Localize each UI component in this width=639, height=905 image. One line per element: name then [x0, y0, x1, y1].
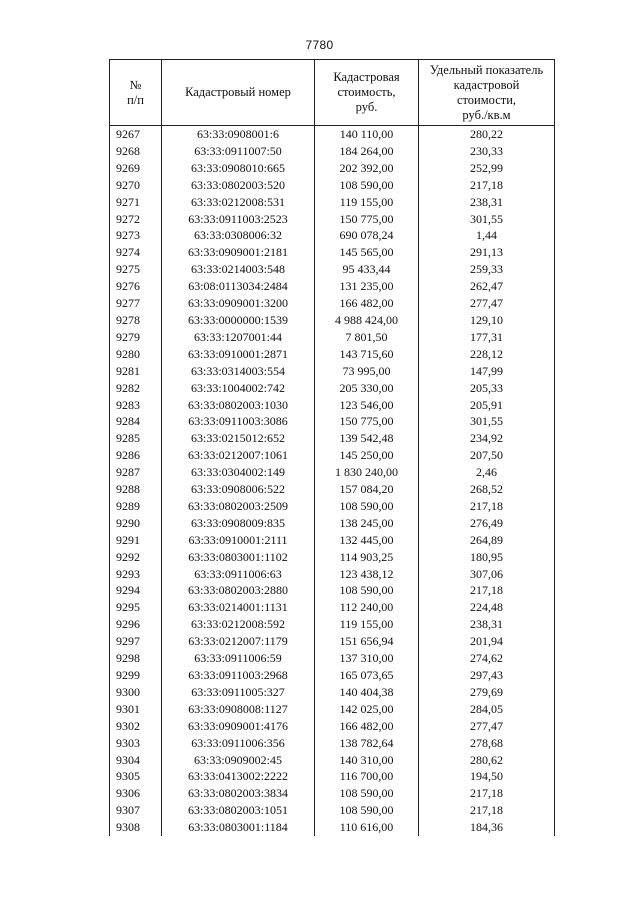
specific-value-cell: 264,89 — [419, 532, 555, 549]
cadastral-number-cell: 63:33:0909001:2181 — [162, 244, 315, 261]
table-row — [110, 667, 555, 684]
cadastral-number-cell: 63:33:0909001:3200 — [162, 295, 315, 312]
cadastral-number-cell: 63:33:0911005:327 — [162, 684, 315, 701]
row-number: 9298 — [110, 650, 162, 667]
specific-value-cell: 238,31 — [419, 194, 555, 211]
table-row — [110, 329, 555, 346]
table-row — [110, 802, 555, 819]
specific-value-cell: 268,52 — [419, 481, 555, 498]
cadastral-number-cell: 63:33:0911006:356 — [162, 735, 315, 752]
cadastral-number-cell: 63:33:0908010:665 — [162, 160, 315, 177]
table-body — [110, 126, 555, 837]
specific-value-cell: 194,50 — [419, 768, 555, 785]
specific-value-cell: 280,22 — [419, 126, 555, 143]
table-row — [110, 633, 555, 650]
cadastral-value-cell: 157 084,20 — [315, 481, 419, 498]
row-number: 9284 — [110, 413, 162, 430]
cadastral-value-cell: 119 155,00 — [315, 616, 419, 633]
table-row — [110, 295, 555, 312]
cadastral-value-cell: 108 590,00 — [315, 498, 419, 515]
table-header — [110, 60, 555, 126]
cadastral-number-cell: 63:33:0802003:3834 — [162, 785, 315, 802]
cadastral-number-cell: 63:33:0911003:2968 — [162, 667, 315, 684]
cadastral-value-cell: 140 110,00 — [315, 126, 419, 143]
table-row — [110, 481, 555, 498]
cadastral-value-cell: 145 565,00 — [315, 244, 419, 261]
cadastral-value-cell: 166 482,00 — [315, 718, 419, 735]
cadastral-number-cell: 63:33:0413002:2222 — [162, 768, 315, 785]
header-text-line: п/п — [127, 92, 144, 107]
specific-value-cell: 259,33 — [419, 261, 555, 278]
specific-value-cell: 217,18 — [419, 498, 555, 515]
specific-value-cell: 274,62 — [419, 650, 555, 667]
cadastral-value-cell: 690 078,24 — [315, 227, 419, 244]
row-number: 9296 — [110, 616, 162, 633]
row-number: 9279 — [110, 329, 162, 346]
table-row — [110, 498, 555, 515]
row-number: 9307 — [110, 802, 162, 819]
cadastral-value-cell: 145 250,00 — [315, 447, 419, 464]
cadastral-value-cell: 131 235,00 — [315, 278, 419, 295]
cadastral-number-cell: 63:33:1207001:44 — [162, 329, 315, 346]
row-number: 9269 — [110, 160, 162, 177]
table-row — [110, 819, 555, 836]
cadastral-value-cell: 1 830 240,00 — [315, 464, 419, 481]
row-number: 9276 — [110, 278, 162, 295]
cadastral-value-cell: 184 264,00 — [315, 143, 419, 160]
specific-value-cell: 177,31 — [419, 329, 555, 346]
specific-value-cell: 262,47 — [419, 278, 555, 295]
table-row — [110, 312, 555, 329]
cadastral-value-cell: 110 616,00 — [315, 819, 419, 836]
cadastral-number-cell: 63:33:0212007:1179 — [162, 633, 315, 650]
table-row — [110, 244, 555, 261]
specific-value-cell: 217,18 — [419, 802, 555, 819]
cadastral-value-cell: 150 775,00 — [315, 211, 419, 228]
specific-value-cell: 205,33 — [419, 380, 555, 397]
cadastral-number-cell: 63:33:0908001:6 — [162, 126, 315, 143]
specific-value-cell: 291,13 — [419, 244, 555, 261]
cadastral-number-cell: 63:33:0911003:2523 — [162, 211, 315, 228]
row-number: 9285 — [110, 430, 162, 447]
cadastral-value-cell: 108 590,00 — [315, 785, 419, 802]
specific-value-cell: 301,55 — [419, 211, 555, 228]
row-number: 9272 — [110, 211, 162, 228]
table-row — [110, 582, 555, 599]
table-row — [110, 160, 555, 177]
table-row — [110, 211, 555, 228]
specific-value-cell: 284,05 — [419, 701, 555, 718]
cadastral-value-cell: 4 988 424,00 — [315, 312, 419, 329]
row-number: 9293 — [110, 566, 162, 583]
table-row — [110, 515, 555, 532]
row-number: 9271 — [110, 194, 162, 211]
row-number: 9300 — [110, 684, 162, 701]
specific-value-cell: 129,10 — [419, 312, 555, 329]
row-number: 9273 — [110, 227, 162, 244]
row-number: 9306 — [110, 785, 162, 802]
row-number: 9289 — [110, 498, 162, 515]
row-number: 9288 — [110, 481, 162, 498]
header-text-line: Кадастровая — [333, 70, 400, 84]
specific-value-cell: 1,44 — [419, 227, 555, 244]
specific-value-cell: 180,95 — [419, 549, 555, 566]
cadastral-value-cell: 132 445,00 — [315, 532, 419, 549]
table-row — [110, 143, 555, 160]
table-row — [110, 447, 555, 464]
specific-value-cell: 277,47 — [419, 295, 555, 312]
table-row — [110, 397, 555, 414]
page-number: 7780 — [305, 38, 334, 52]
specific-value-cell: 234,92 — [419, 430, 555, 447]
cadastral-number-cell: 63:33:0802003:520 — [162, 177, 315, 194]
cadastral-value-cell: 150 775,00 — [315, 413, 419, 430]
cadastral-number-cell: 63:33:0910001:2871 — [162, 346, 315, 363]
row-number: 9303 — [110, 735, 162, 752]
table-row — [110, 464, 555, 481]
specific-value-cell: 201,94 — [419, 633, 555, 650]
row-number: 9282 — [110, 380, 162, 397]
row-number: 9290 — [110, 515, 162, 532]
cadastral-number-cell: 63:33:0911006:59 — [162, 650, 315, 667]
row-number: 9305 — [110, 768, 162, 785]
table-row — [110, 701, 555, 718]
table-row — [110, 261, 555, 278]
header-text-line: стоимость, — [337, 85, 396, 99]
cadastral-value-cell: 165 073,65 — [315, 667, 419, 684]
row-number: 9283 — [110, 397, 162, 414]
cadastral-value-cell: 95 433,44 — [315, 261, 419, 278]
table-row — [110, 194, 555, 211]
cadastral-value-cell: 166 482,00 — [315, 295, 419, 312]
table-row — [110, 380, 555, 397]
cadastral-number-cell: 63:33:0212007:1061 — [162, 447, 315, 464]
header-row — [110, 60, 555, 126]
table-row — [110, 430, 555, 447]
cadastral-value-cell: 140 310,00 — [315, 752, 419, 769]
row-number: 9291 — [110, 532, 162, 549]
cadastral-number-cell: 63:33:0908008:1127 — [162, 701, 315, 718]
table-row — [110, 650, 555, 667]
row-number: 9297 — [110, 633, 162, 650]
cadastral-value-cell: 119 155,00 — [315, 194, 419, 211]
cadastral-value-cell: 140 404,38 — [315, 684, 419, 701]
table-row — [110, 126, 555, 143]
header-text-line: Удельный показатель — [429, 62, 544, 77]
header-text-line: № — [129, 77, 142, 92]
cadastral-value-cell: 7 801,50 — [315, 329, 419, 346]
cadastral-number-cell: 63:08:0113034:2484 — [162, 278, 315, 295]
cadastral-number-cell: 63:33:0802003:2509 — [162, 498, 315, 515]
header-row-number — [110, 60, 162, 126]
specific-value-cell: 2,46 — [419, 464, 555, 481]
header-text-line: стоимости, — [456, 92, 517, 107]
cadastral-number-cell: 63:33:0803001:1184 — [162, 819, 315, 836]
cadastral-number-cell: 63:33:0000000:1539 — [162, 312, 315, 329]
table-row — [110, 532, 555, 549]
cadastral-value-cell: 143 715,60 — [315, 346, 419, 363]
specific-value-cell: 217,18 — [419, 582, 555, 599]
header-text-line: руб./кв.м — [462, 107, 511, 122]
specific-value-cell: 230,33 — [419, 143, 555, 160]
cadastral-value-cell: 205 330,00 — [315, 380, 419, 397]
cadastral-value-cell: 112 240,00 — [315, 599, 419, 616]
cadastral-number-cell: 63:33:0308006:32 — [162, 227, 315, 244]
table-row — [110, 785, 555, 802]
specific-value-cell: 276,49 — [419, 515, 555, 532]
specific-value-cell: 297,43 — [419, 667, 555, 684]
specific-value-cell: 147,99 — [419, 363, 555, 380]
table-row — [110, 599, 555, 616]
cadastral-value-table — [109, 59, 555, 836]
cadastral-value-cell: 202 392,00 — [315, 160, 419, 177]
row-number: 9302 — [110, 718, 162, 735]
row-number: 9304 — [110, 752, 162, 769]
cadastral-value-cell: 73 995,00 — [315, 363, 419, 380]
table-row — [110, 363, 555, 380]
header-text-line: кадастровой — [453, 77, 520, 92]
cadastral-number-cell: 63:33:0802003:1051 — [162, 802, 315, 819]
specific-value-cell: 278,68 — [419, 735, 555, 752]
cadastral-number-cell: 63:33:0909001:4176 — [162, 718, 315, 735]
specific-value-cell: 205,91 — [419, 397, 555, 414]
cadastral-value-cell: 116 700,00 — [315, 768, 419, 785]
table-row — [110, 413, 555, 430]
specific-value-cell: 277,47 — [419, 718, 555, 735]
header-cadastral-value — [315, 60, 419, 126]
table-row — [110, 346, 555, 363]
cadastral-value-cell: 123 438,12 — [315, 566, 419, 583]
cadastral-number-cell: 63:33:0908009:835 — [162, 515, 315, 532]
row-number: 9308 — [110, 819, 162, 836]
cadastral-number-cell: 63:33:0909002:45 — [162, 752, 315, 769]
specific-value-cell: 224,48 — [419, 599, 555, 616]
cadastral-number-cell: 63:33:0212008:531 — [162, 194, 315, 211]
cadastral-number-cell: 63:33:0214001:1131 — [162, 599, 315, 616]
row-number: 9267 — [110, 126, 162, 143]
cadastral-number-cell: 63:33:0910001:2111 — [162, 532, 315, 549]
cadastral-value-cell: 142 025,00 — [315, 701, 419, 718]
row-number: 9274 — [110, 244, 162, 261]
cadastral-value-cell: 108 590,00 — [315, 582, 419, 599]
row-number: 9268 — [110, 143, 162, 160]
header-text-line: руб. — [355, 100, 378, 114]
specific-value-cell: 228,12 — [419, 346, 555, 363]
cadastral-number-cell: 63:33:0314003:554 — [162, 363, 315, 380]
cadastral-number-cell: 63:33:0911006:63 — [162, 566, 315, 583]
cadastral-value-cell: 138 245,00 — [315, 515, 419, 532]
cadastral-value-cell: 151 656,94 — [315, 633, 419, 650]
specific-value-cell: 301,55 — [419, 413, 555, 430]
row-number: 9281 — [110, 363, 162, 380]
cadastral-value-cell: 137 310,00 — [315, 650, 419, 667]
table-row — [110, 227, 555, 244]
cadastral-number-cell: 63:33:0911003:3086 — [162, 413, 315, 430]
table-row — [110, 616, 555, 633]
cadastral-value-cell: 108 590,00 — [315, 177, 419, 194]
row-number: 9295 — [110, 599, 162, 616]
cadastral-number-cell: 63:33:0908006:522 — [162, 481, 315, 498]
specific-value-cell: 307,06 — [419, 566, 555, 583]
row-number: 9286 — [110, 447, 162, 464]
cadastral-number-cell: 63:33:0802003:1030 — [162, 397, 315, 414]
row-number: 9280 — [110, 346, 162, 363]
specific-value-cell: 217,18 — [419, 177, 555, 194]
specific-value-cell: 279,69 — [419, 684, 555, 701]
row-number: 9278 — [110, 312, 162, 329]
table-row — [110, 684, 555, 701]
cadastral-number-cell: 63:33:0911007:50 — [162, 143, 315, 160]
table-row — [110, 549, 555, 566]
specific-value-cell: 217,18 — [419, 785, 555, 802]
cadastral-number-cell: 63:33:0802003:2880 — [162, 582, 315, 599]
row-number: 9275 — [110, 261, 162, 278]
specific-value-cell: 252,99 — [419, 160, 555, 177]
cadastral-number-cell: 63:33:0803001:1102 — [162, 549, 315, 566]
row-number: 9292 — [110, 549, 162, 566]
row-number: 9277 — [110, 295, 162, 312]
cadastral-number-cell: 63:33:0304002:149 — [162, 464, 315, 481]
table-row — [110, 735, 555, 752]
specific-value-cell: 184,36 — [419, 819, 555, 836]
specific-value-cell: 238,31 — [419, 616, 555, 633]
cadastral-number-cell: 63:33:0212008:592 — [162, 616, 315, 633]
row-number: 9287 — [110, 464, 162, 481]
header-cadastral-number — [162, 60, 315, 126]
cadastral-value-cell: 108 590,00 — [315, 802, 419, 819]
table-row — [110, 718, 555, 735]
cadastral-value-cell: 139 542,48 — [315, 430, 419, 447]
table-row — [110, 177, 555, 194]
cadastral-number-cell: 63:33:1004002:742 — [162, 380, 315, 397]
cadastral-value-cell: 114 903,25 — [315, 549, 419, 566]
specific-value-cell: 280,62 — [419, 752, 555, 769]
cadastral-value-cell: 138 782,64 — [315, 735, 419, 752]
header-text-line: Кадастровый номер — [185, 85, 291, 99]
row-number: 9294 — [110, 582, 162, 599]
cadastral-number-cell: 63:33:0214003:548 — [162, 261, 315, 278]
row-number: 9299 — [110, 667, 162, 684]
header-specific-value — [419, 60, 555, 126]
cadastral-value-cell: 123 546,00 — [315, 397, 419, 414]
table-row — [110, 752, 555, 769]
table-row — [110, 768, 555, 785]
row-number: 9301 — [110, 701, 162, 718]
table-row — [110, 278, 555, 295]
row-number: 9270 — [110, 177, 162, 194]
table-row — [110, 566, 555, 583]
specific-value-cell: 207,50 — [419, 447, 555, 464]
cadastral-number-cell: 63:33:0215012:652 — [162, 430, 315, 447]
